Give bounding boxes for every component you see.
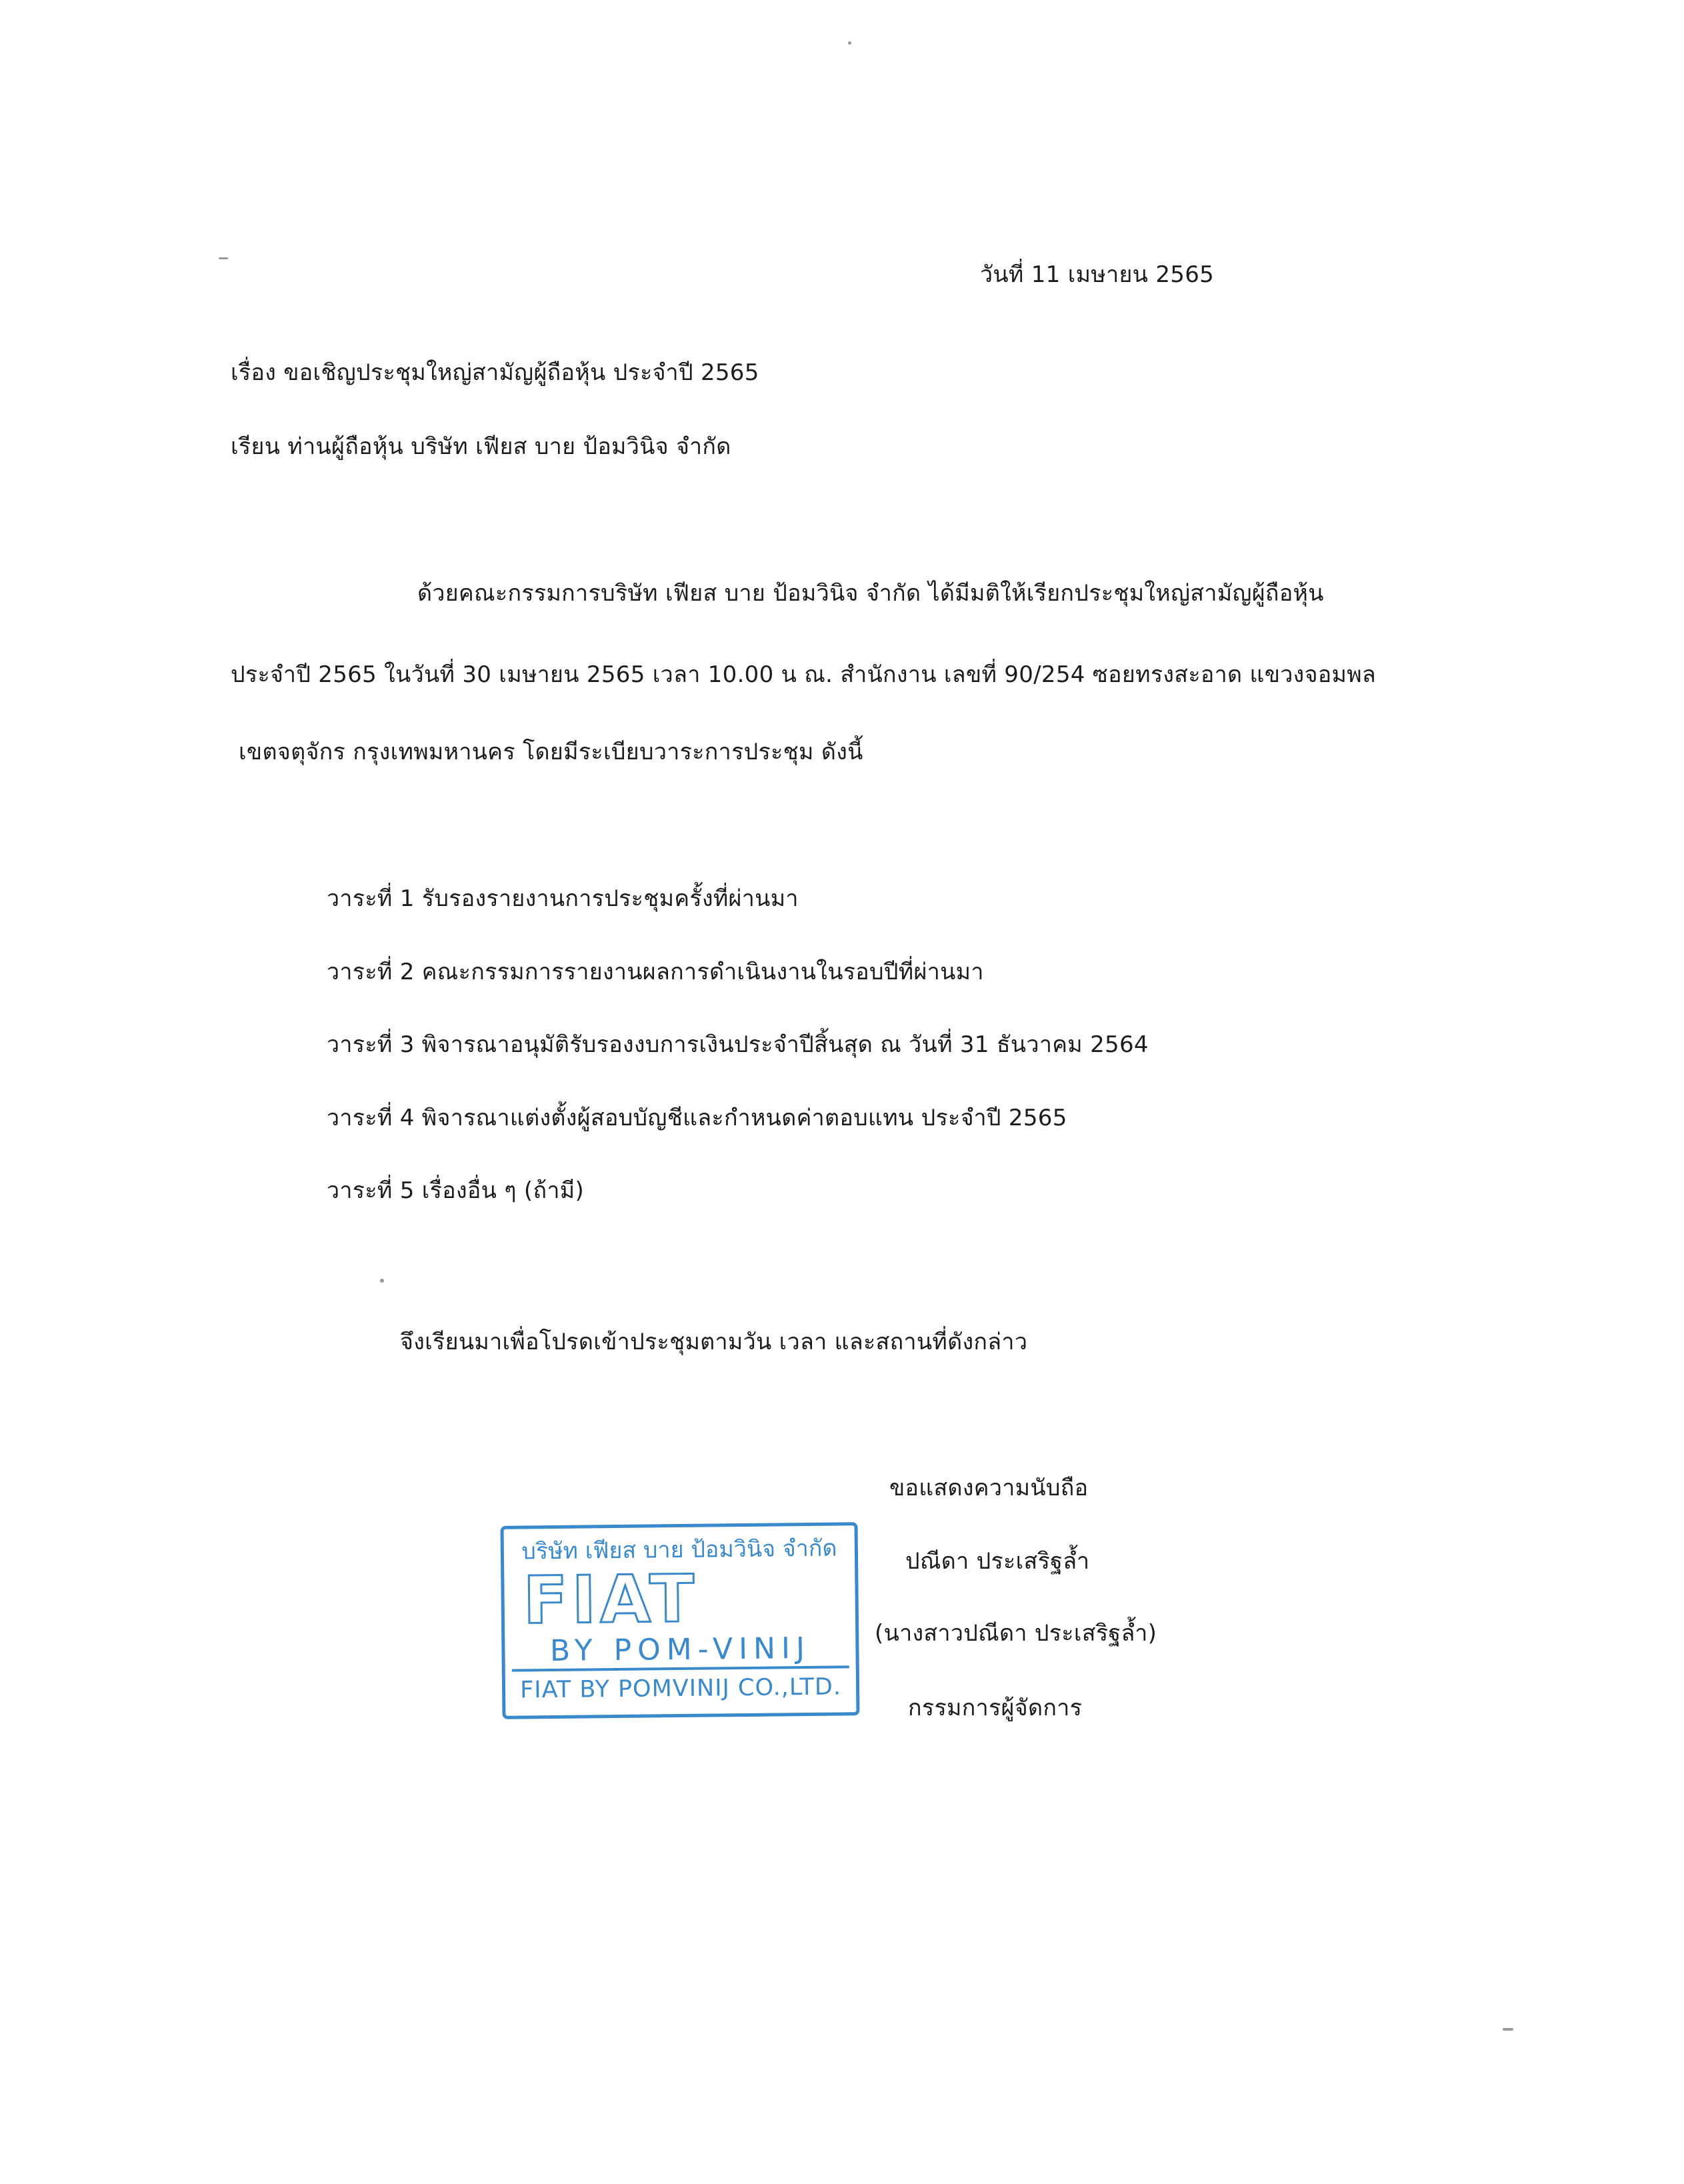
scan-speck bbox=[380, 1279, 384, 1283]
signature-position: กรรมการผู้จัดการ bbox=[908, 1695, 1083, 1721]
body-line: ด้วยคณะกรรมการบริษัท เฟียส บาย ป้อมวินิจ จำกัด ได้มีมติให้เรียกประชุมใหญ่สามัญผู้ถือหุ้น bbox=[417, 580, 1324, 607]
agenda-item: วาระที่ 2 คณะกรรมการรายงานผลการดำเนินงานในรอบปีที่ผ่านมา bbox=[327, 959, 984, 985]
scan-speck bbox=[1503, 2028, 1513, 2031]
stamp-company-english: FIAT BY POMVINIJ CO.,LTD. bbox=[519, 1673, 842, 1704]
closing-line: จึงเรียนมาเพื่อโปรดเข้าประชุมตามวัน เวลา และสถานที่ดังกล่าว bbox=[400, 1329, 1028, 1355]
scan-speck bbox=[848, 41, 851, 45]
signature-signer: ปณีดา ประเสริฐล้ำ bbox=[905, 1548, 1090, 1575]
stamp-sub-brand: BY POM-VINIJ bbox=[549, 1631, 811, 1669]
letter-recipient: เรียน ท่านผู้ถือหุ้น บริษัท เฟียส บาย ป้อมวินิจ จำกัด bbox=[231, 433, 731, 460]
body-line: เขตจตุจักร กรุงเทพมหานคร โดยมีระเบียบวาระการประชุม ดังนี้ bbox=[239, 739, 863, 765]
agenda-item: วาระที่ 3 พิจารณาอนุมัติรับรองงบการเงินประจำปีสิ้นสุด ณ วันที่ 31 ธันวาคม 2564 bbox=[327, 1031, 1149, 1058]
stamp-company-thai: บริษัท เฟียส บาย ป้อมวินิจ จำกัด bbox=[521, 1535, 837, 1565]
letter-date: วันที่ 11 เมษายน 2565 bbox=[980, 261, 1215, 288]
letter-subject: เรื่อง ขอเชิญประชุมใหญ่สามัญผู้ถือหุ้น ประจำปี 2565 bbox=[231, 359, 759, 386]
agenda-item: วาระที่ 5 เรื่องอื่น ๆ (ถ้ามี) bbox=[327, 1177, 585, 1204]
company-stamp bbox=[500, 1522, 859, 1719]
agenda-item: วาระที่ 4 พิจารณาแต่งตั้งผู้สอบบัญชีและกำหนดค่าตอบแทน ประจำปี 2565 bbox=[327, 1105, 1067, 1131]
stamp-brand: FIAT bbox=[523, 1561, 699, 1639]
signature-salutation: ขอแสดงความนับถือ bbox=[889, 1475, 1089, 1501]
signature-full-name: (นางสาวปณีดา ประเสริฐล้ำ) bbox=[875, 1620, 1157, 1647]
body-line: ประจำปี 2565 ในวันที่ 30 เมษายน 2565 เวลา 10.00 น ณ. สำนักงาน เลขที่ 90/254 ซอยทรงสะอาด แขวงจอมพล bbox=[231, 661, 1377, 688]
agenda-item: วาระที่ 1 รับรองรายงานการประชุมครั้งที่ผ่านมา bbox=[327, 885, 799, 912]
scan-speck bbox=[219, 257, 228, 259]
